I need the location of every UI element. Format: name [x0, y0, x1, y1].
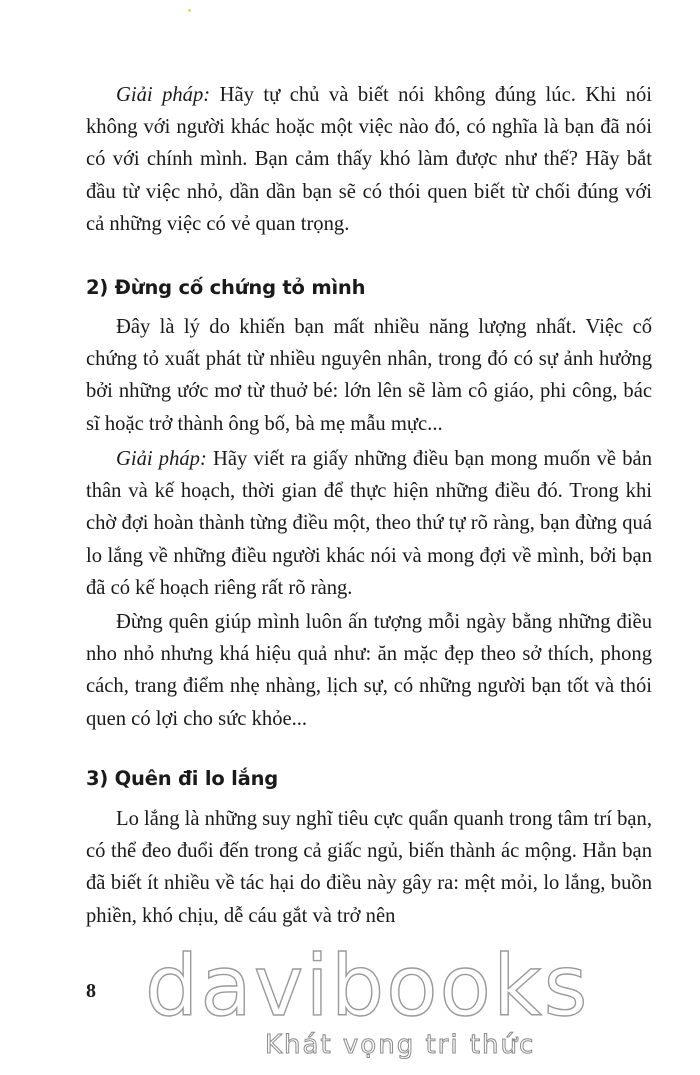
watermark-tagline: Khát vọng tri thức	[265, 1030, 536, 1060]
section-heading-3: 3) Quên đi lo lắng	[86, 767, 279, 790]
paragraph	[86, 79, 652, 240]
paragraph-text: Đây là lý do khiến bạn mất nhiều năng lượng nhất. Việc cố chứng tỏ xuất phát từ nhiều nguyên nhân, trong đó có sự ảnh hưởng bởi những ước mơ từ thuở bé: lớn lên sẽ làm cô giáo, phi công, bác sĩ hoặc trở thành ông bố, bà mẹ mẫu mực...	[86, 316, 652, 435]
solution-lead: Giải pháp:	[116, 84, 211, 106]
page-number: 8	[86, 980, 96, 1002]
paragraph-text: Hãy viết ra giấy những điều bạn mong muốn về bản thân và kế hoạch, thời gian để thực hiện những điều đó. Trong khi chờ đợi hoàn thành từng điều một, theo thứ tự rõ ràng, bạn đừng quá lo lắng về những điều người khác nói và mong đợi về mình, bởi bạn đã có kế hoạch riêng rất rõ ràng.	[86, 448, 652, 599]
solution-paragraph-1	[86, 79, 652, 240]
watermark-brand: davibooks	[145, 937, 590, 1035]
print-speck	[188, 9, 191, 12]
paragraph-text: Đừng quên giúp mình luôn ấn tượng mỗi ngày bằng những điều nho nhỏ nhưng khá hiệu quả như: ăn mặc đẹp theo sở thích, phong cách, trang điểm nhẹ nhàng, lịch sự, có những người bạn tốt và thói quen có lợi cho sức khỏe...	[86, 611, 652, 730]
body-paragraph-3	[86, 606, 652, 735]
solution-paragraph-2	[86, 443, 652, 604]
paragraph	[86, 443, 652, 604]
section-heading-2: 2) Đừng cố chứng tỏ mình	[86, 276, 366, 299]
solution-lead: Giải pháp:	[116, 448, 207, 470]
body-paragraph-2	[86, 311, 652, 440]
paragraph-text: Hãy tự chủ và biết nói không đúng lúc. Khi nói không với người khác hoặc một việc nào đó, có nghĩa là bạn đã nói có với chính mình. Bạn cảm thấy khó làm được như thế? Hãy bắt đầu từ việc nhỏ, dần dần bạn sẽ có thói quen biết từ chối đúng với cả những việc có vẻ quan trọng.	[86, 84, 652, 235]
paragraph-text: Lo lắng là những suy nghĩ tiêu cực quẩn quanh trong tâm trí bạn, có thể đeo đuổi đến trong cả giấc ngủ, biến thành ác mộng. Hẳn bạn đã biết ít nhiều về tác hại do điều này gây ra: mệt mỏi, lo lắng, buồn phiền, khó chịu, dễ cáu gắt và trở nên	[86, 808, 652, 927]
watermark-logo	[145, 937, 590, 1068]
body-paragraph-4	[86, 803, 652, 932]
